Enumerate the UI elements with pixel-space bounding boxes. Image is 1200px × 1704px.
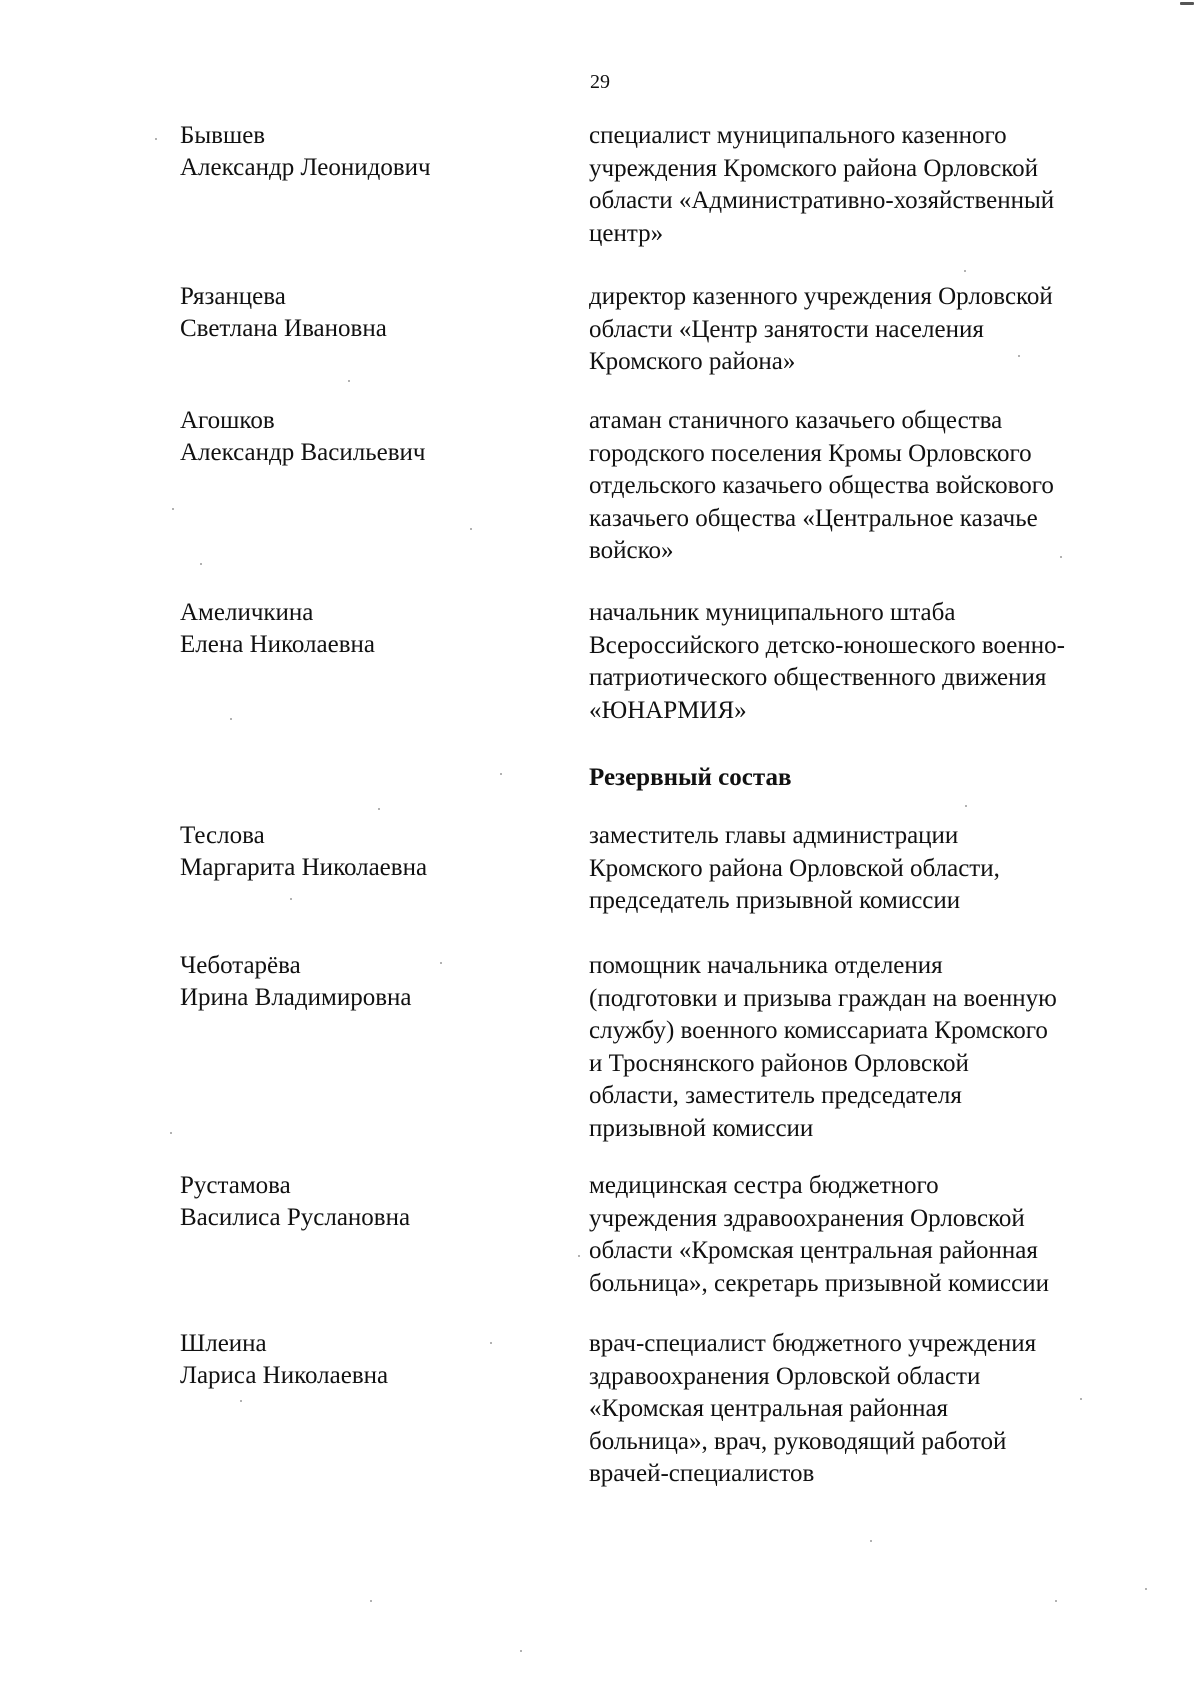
member-given-names: Ирина Владимировна	[180, 984, 412, 1011]
scan-speck	[370, 1600, 372, 1602]
scan-speck	[155, 138, 157, 140]
scan-speck	[870, 1540, 872, 1542]
role-line: области «Кромская центральная районная	[589, 1237, 1038, 1264]
role-line: «Кромская центральная районная	[589, 1395, 949, 1422]
member-surname: Рязанцева	[180, 283, 286, 310]
member-given-names: Василиса Руслановна	[180, 1204, 411, 1231]
role-line: центр»	[589, 219, 664, 247]
role-line: начальник муниципального штаба	[589, 599, 956, 626]
role-line: патриотического общественного движения	[589, 664, 1047, 691]
member-given-names: Лариса Николаевна	[180, 1362, 389, 1389]
member-name	[180, 820, 560, 884]
member-name	[180, 597, 560, 661]
member-role	[589, 597, 1159, 727]
role-line: учреждения здравоохранения Орловской	[589, 1204, 1025, 1232]
scan-speck	[172, 508, 174, 510]
scan-speck	[1060, 556, 1062, 558]
role-line: области «Центр занятости населения	[589, 315, 984, 343]
scan-speck	[578, 1255, 580, 1257]
member-name	[180, 405, 560, 469]
role-line: области, заместитель председателя	[589, 1082, 962, 1109]
role-line: службу) военного комиссариата Кромского	[589, 1017, 1048, 1044]
role-line: больница», врач, руководящий работой	[589, 1427, 1007, 1455]
member-role	[589, 1328, 1159, 1491]
member-given-names: Светлана Ивановна	[180, 315, 387, 342]
scan-speck	[348, 380, 350, 382]
member-given-names: Александр Леонидович	[180, 154, 431, 181]
scan-speck	[1055, 1600, 1057, 1602]
page-number: 29	[590, 71, 610, 93]
member-role	[589, 950, 1159, 1145]
member-name	[180, 950, 560, 1014]
member-surname: Шлеина	[180, 1330, 267, 1357]
scan-speck	[965, 805, 967, 807]
role-line: председатель призывной комиссии	[589, 887, 961, 914]
scan-speck	[378, 808, 380, 810]
role-line: врачей-специалистов	[589, 1460, 815, 1487]
member-role	[589, 281, 1159, 379]
role-line: больница», секретарь призывной комиссии	[589, 1269, 1050, 1297]
member-given-names: Елена Николаевна	[180, 631, 375, 658]
scan-speck	[1018, 355, 1020, 357]
scan-speck	[520, 1650, 522, 1652]
role-line: учреждения Кромского района Орловской	[589, 154, 1039, 182]
role-line: области «Административно-хозяйственный	[589, 187, 1055, 214]
scan-speck	[240, 1400, 242, 1402]
scan-speck	[470, 528, 472, 530]
role-line: здравоохранения Орловской области	[589, 1362, 981, 1390]
member-role	[589, 405, 1159, 568]
scan-speck	[1180, 2, 1194, 5]
role-line: атаман станичного казачьего общества	[589, 407, 1003, 434]
member-name	[180, 120, 560, 184]
role-line: Всероссийского детско-юношеского военно-	[589, 631, 1065, 659]
member-surname: Рустамова	[180, 1172, 291, 1199]
role-line: специалист муниципального казенного	[589, 122, 1007, 149]
role-line: директор казенного учреждения Орловской	[589, 283, 1053, 310]
role-line: заместитель главы администрации	[589, 822, 959, 849]
member-surname: Амеличкина	[180, 599, 314, 626]
scan-speck	[290, 898, 292, 900]
scan-speck	[230, 718, 232, 720]
member-surname: Агошков	[180, 407, 275, 434]
member-given-names: Александр Васильевич	[180, 439, 426, 466]
role-line: «ЮНАРМИЯ»	[589, 696, 747, 724]
scan-speck	[500, 773, 502, 775]
scan-speck	[440, 962, 442, 964]
role-line: Кромского района»	[589, 348, 796, 375]
role-line: врач-специалист бюджетного учреждения	[589, 1330, 1037, 1357]
role-line: и Троснянского районов Орловской	[589, 1049, 969, 1077]
role-line: войско»	[589, 537, 674, 564]
role-line: казачьего общества «Центральное казачье	[589, 504, 1038, 532]
scan-speck	[964, 270, 966, 272]
member-name	[180, 1328, 560, 1392]
member-given-names: Маргарита Николаевна	[180, 854, 428, 881]
member-surname: Чеботарёва	[180, 952, 301, 979]
role-line: отдельского казачьего общества войскового	[589, 472, 1054, 499]
role-line: призывной комиссии	[589, 1114, 814, 1142]
member-role	[589, 120, 1159, 250]
scan-speck	[490, 1342, 492, 1344]
member-name	[180, 1170, 560, 1234]
scan-speck	[1080, 1398, 1082, 1400]
role-line: медицинская сестра бюджетного	[589, 1172, 939, 1199]
member-surname: Бывшев	[180, 122, 266, 149]
role-line: городского поселения Кромы Орловского	[589, 439, 1032, 467]
member-surname: Теслова	[180, 822, 265, 849]
scan-speck	[1145, 1588, 1147, 1590]
scan-speck	[200, 563, 202, 565]
role-line: помощник начальника отделения	[589, 952, 943, 979]
member-role	[589, 1170, 1159, 1300]
reserve-section-title: Резервный состав	[589, 764, 792, 791]
member-name	[180, 281, 560, 345]
role-line: (подготовки и призыва граждан на военную	[589, 984, 1057, 1012]
member-role	[589, 820, 1159, 918]
scan-speck	[170, 1132, 172, 1134]
role-line: Кромского района Орловской области,	[589, 854, 1000, 882]
